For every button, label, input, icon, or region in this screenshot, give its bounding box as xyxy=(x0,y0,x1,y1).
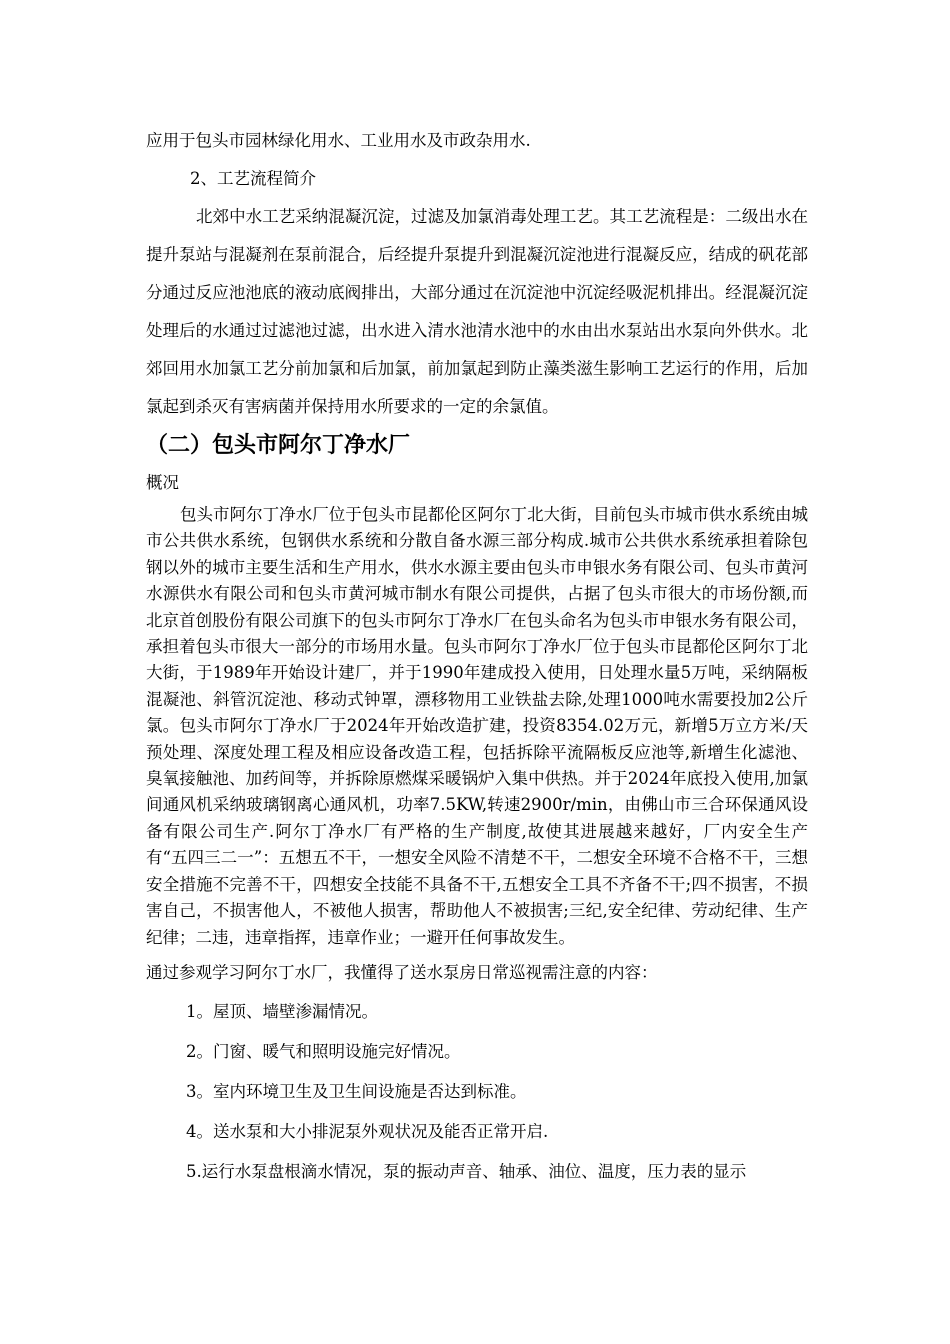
section-heading-aerding: （二）包头市阿尔丁净水厂 xyxy=(146,433,411,458)
subheading-process-intro: 2、工艺流程简介 xyxy=(190,169,316,188)
list-item: 4。送水泵和大小排泥泵外观状况及能否正常开启. xyxy=(186,1121,549,1141)
inspection-list xyxy=(146,993,808,1191)
continued-paragraph: 应用于包头市园林绿化用水、工业用水及市政杂用水. xyxy=(146,131,531,150)
list-item: 1。屋顶、墙壁渗漏情况。 xyxy=(186,1001,378,1021)
overview-paragraph: 包头市阿尔丁净水厂位于包头市昆都伦区阿尔丁北大街，目前包头市城市供水系统由城市公共供水系统，包钢供水系统和分散自备水源三部分构成.城市公共供水系统承担着除包钢以外的城市主要生活和生产用水，供水水源主要由包头市申银水务有限公司、包头市黄河水源供水有限公司和包头市黄河城市制水有限公司提供，占据了包头市很大的市场份额,而北京首创股份有限公司旗下的包头市阿尔丁净水厂在包头命名为包头市申银水务有限公司，承担着包头市很大一部分的市场用水量。包头市阿尔丁净水厂位于包头市昆都伦区阿尔丁北大街，于1989年开始设计建厂，并于1990年建成投入使用，日处理水量5万吨，采纳隔板混凝池、斜管沉淀池、移动式钟罩，漂移物用工业铁盐去除,处理1000吨水需要投加2公斤氯。包头市阿尔丁净水厂于2024年开始改造扩建，投资8354.02万元，新增5万立方米/天预处理、深度处理工程及相应设备改造工程，包括拆除平流隔板反应池等,新增生化滤池、臭氧接触池、加药间等，并拆除原燃煤采暖锅炉入集中供热。并于2024年底投入使用,加氯间通风机采纳玻璃钢离心通风机，功率7.5KW,转速2900r/min，由佛山市三合环保通风设备有限公司生产.阿尔丁净水厂有严格的生产制度,故使其进展越来越好，厂内安全生产有“五四三二一”：五想五不干，一想安全风险不清楚不干，二想安全环境不合格不干，三想安全措施不完善不干，四想安全技能不具备不干,五想安全工具不齐备不干;四不损害，不损害自己，不损害他人，不被他人损害，帮助他人不被损害;三纪,安全纪律、劳动纪律、生产纪律；二违，违章指挥，违章作业；一避开任何事故发生。 xyxy=(146,505,808,947)
overview-label: 概况 xyxy=(146,473,179,492)
list-item: 2。门窗、暖气和照明设施完好情况。 xyxy=(186,1041,461,1061)
inspection-intro: 通过参观学习阿尔丁水厂，我懂得了送水泵房日常巡视需注意的内容： xyxy=(146,962,658,982)
list-item: 5.运行水泵盘根滴水情况，泵的振动声音、轴承、油位、温度，压力表的显示 xyxy=(186,1161,747,1181)
document-body xyxy=(146,122,808,1191)
list-item: 3。室内环境卫生及卫生间设施是否达到标准。 xyxy=(186,1081,527,1101)
process-paragraph: 北郊中水工艺采纳混凝沉淀，过滤及加氯消毒处理工艺。其工艺流程是：二级出水在提升泵站与混凝剂在泵前混合，后经提升泵提升到混凝沉淀池进行混凝反应，结成的矾花部分通过反应池池底的液动底阀排出，大部分通过在沉淀池中沉淀经吸泥机排出。经混凝沉淀处理后的水通过过滤池过滤，出水进入清水池清水池中的水由出水泵站出水泵向外供水。北郊回用水加氯工艺分前加氯和后加氯，前加氯起到防止藻类滋生影响工艺运行的作用，后加氯起到杀灭有害病菌并保持用水所要求的一定的余氯值。 xyxy=(146,207,808,416)
